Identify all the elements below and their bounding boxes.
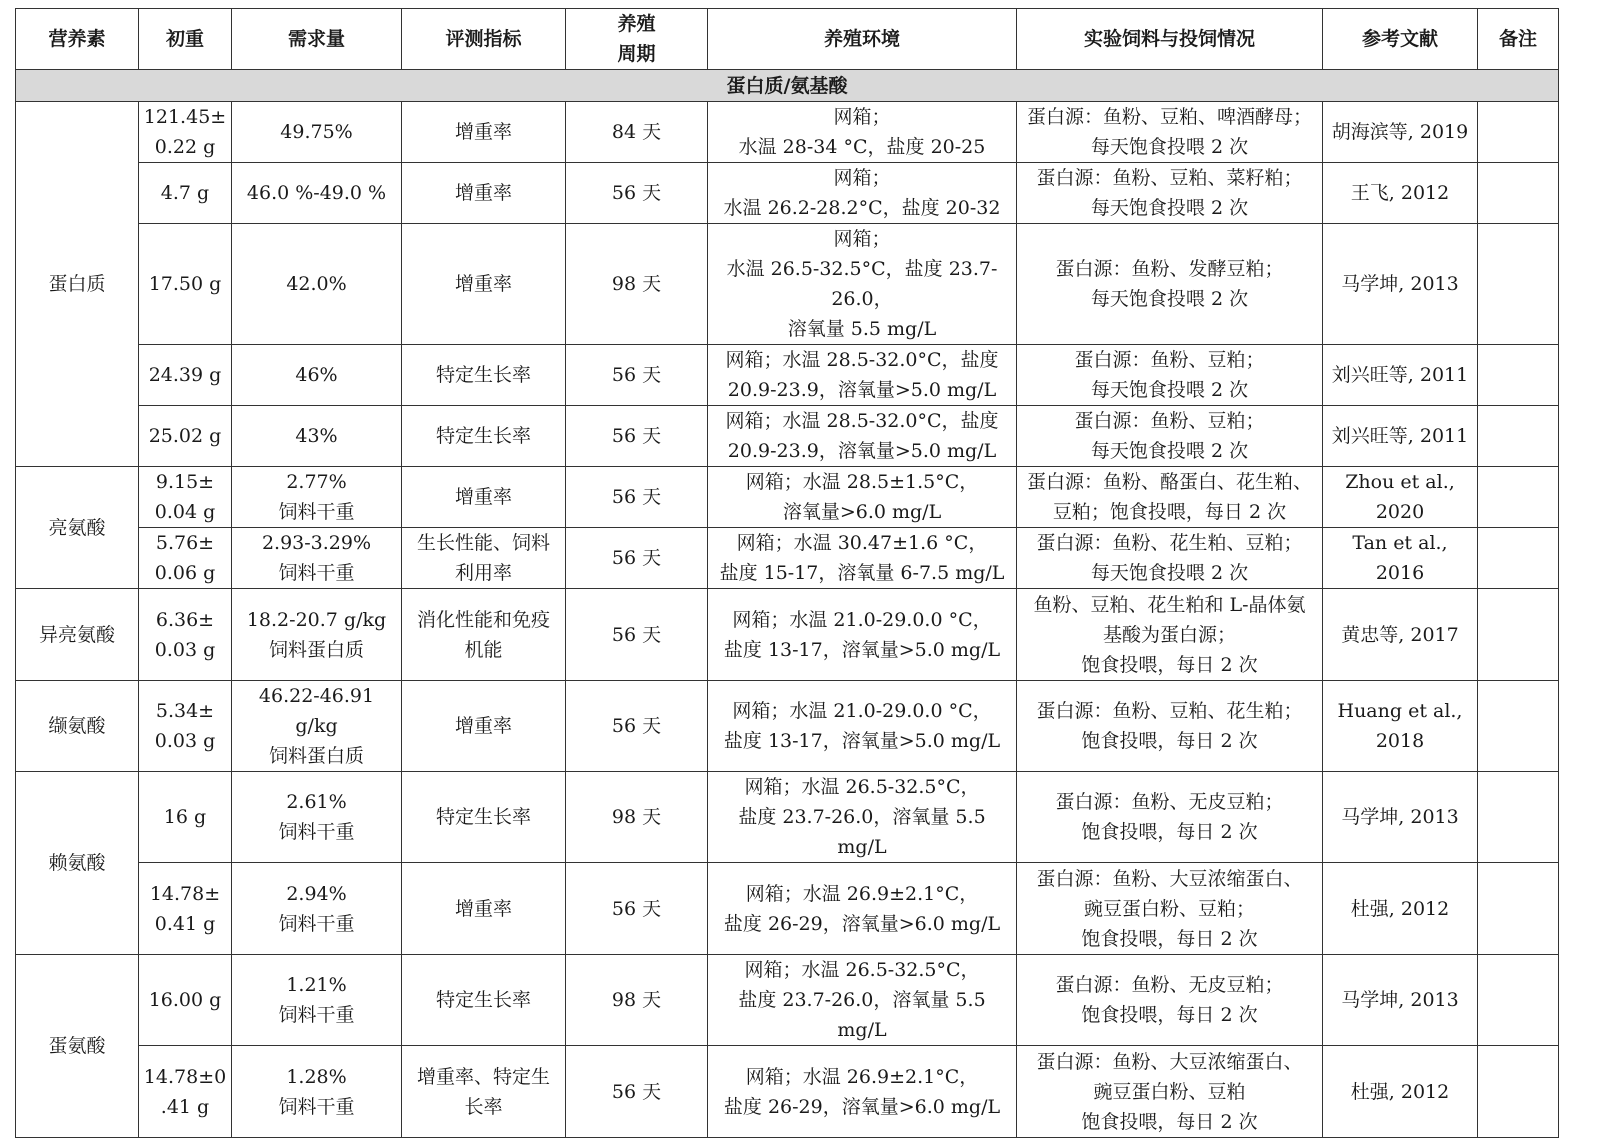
section-row bbox=[16, 70, 1559, 102]
initial-weight-cell-text: 5.76± 0.06 g bbox=[154, 532, 216, 584]
feed-cell-text: 蛋白源：鱼粉、花生粕、豆粕； 每天饱食投喂 2 次 bbox=[1036, 532, 1303, 584]
requirement-cell bbox=[232, 345, 402, 406]
initial-weight-cell-text: 4.7 g bbox=[160, 182, 210, 204]
environment-cell-text: 网箱；水温 26.5-32.5°C， 盐度 23.7-26.0，溶氧量 5.5 mg/L bbox=[738, 959, 986, 1041]
initial-weight-cell bbox=[139, 955, 232, 1046]
feed-cell-text: 蛋白源：鱼粉、大豆浓缩蛋白、 豌豆蛋白粉、豆粕 饱食投喂，每日 2 次 bbox=[1036, 1050, 1303, 1133]
indicator-cell-text: 增重率 bbox=[454, 121, 512, 143]
note-cell bbox=[1478, 102, 1559, 163]
environment-cell bbox=[708, 102, 1017, 163]
reference-cell bbox=[1323, 772, 1478, 863]
table-row bbox=[16, 589, 1559, 681]
requirement-cell-text: 46% bbox=[295, 364, 338, 386]
reference-cell-text: 胡海滨等, 2019 bbox=[1331, 121, 1469, 143]
indicator-cell bbox=[402, 955, 566, 1046]
environment-cell bbox=[708, 528, 1017, 589]
reference-cell bbox=[1323, 224, 1478, 345]
table-row bbox=[16, 163, 1559, 224]
reference-cell-text: 刘兴旺等, 2011 bbox=[1331, 425, 1469, 447]
header-environment: 养殖环境 bbox=[708, 9, 1017, 70]
nutrient-requirement-table bbox=[15, 8, 1559, 1138]
period-cell-text: 56 天 bbox=[611, 364, 662, 386]
environment-cell bbox=[708, 163, 1017, 224]
period-cell bbox=[566, 102, 708, 163]
feed-cell bbox=[1017, 955, 1323, 1046]
indicator-cell bbox=[402, 102, 566, 163]
requirement-cell-text: 18.2-20.7 g/kg 饲料蛋白质 bbox=[246, 608, 387, 661]
initial-weight-cell-text: 17.50 g bbox=[148, 273, 222, 295]
indicator-cell bbox=[402, 163, 566, 224]
table-row bbox=[16, 955, 1559, 1046]
header-initial-weight: 初重 bbox=[139, 9, 232, 70]
period-cell bbox=[566, 345, 708, 406]
requirement-cell-text: 42.0% bbox=[286, 273, 347, 295]
header-note: 备注 bbox=[1478, 9, 1559, 70]
reference-cell-text: 马学坤, 2013 bbox=[1341, 989, 1459, 1011]
requirement-cell-text: 2.61% 饲料干重 bbox=[278, 791, 355, 843]
feed-cell-text: 蛋白源：鱼粉、豆粕、菜籽粕； 每天饱食投喂 2 次 bbox=[1036, 167, 1303, 219]
reference-cell-text: Zhou et al., 2020 bbox=[1345, 471, 1455, 523]
note-cell bbox=[1478, 406, 1559, 467]
feed-cell bbox=[1017, 681, 1323, 772]
indicator-cell bbox=[402, 467, 566, 528]
feed-cell-text: 蛋白源：鱼粉、豆粕； 每天饱食投喂 2 次 bbox=[1074, 349, 1265, 401]
indicator-cell-text: 消化性能和免疫 机能 bbox=[416, 608, 550, 661]
initial-weight-cell bbox=[139, 772, 232, 863]
period-cell-text: 56 天 bbox=[611, 425, 662, 447]
feed-cell bbox=[1017, 102, 1323, 163]
feed-cell bbox=[1017, 1046, 1323, 1138]
indicator-cell-text: 增重率 bbox=[454, 182, 512, 204]
period-cell bbox=[566, 528, 708, 589]
environment-cell-text: 网箱；水温 26.9±2.1°C， 盐度 26-29，溶氧量>6.0 mg/L bbox=[723, 882, 1001, 935]
environment-cell bbox=[708, 1046, 1017, 1138]
reference-cell-text: 杜强, 2012 bbox=[1350, 897, 1450, 920]
period-cell bbox=[566, 224, 708, 345]
reference-cell-text: 马学坤, 2013 bbox=[1341, 273, 1459, 295]
feed-cell bbox=[1017, 406, 1323, 467]
requirement-cell-text: 49.75% bbox=[280, 121, 353, 143]
nutrient-label: 亮氨酸 bbox=[48, 516, 106, 539]
nutrient-cell bbox=[16, 681, 139, 772]
environment-cell-text: 网箱；水温 28.5-32.0°C，盐度 20.9-23.9，溶氧量>5.0 mg/L bbox=[725, 410, 999, 462]
environment-cell bbox=[708, 589, 1017, 681]
reference-cell bbox=[1323, 102, 1478, 163]
indicator-cell-text: 增重率 bbox=[454, 715, 512, 737]
reference-cell-text: 杜强, 2012 bbox=[1350, 1080, 1450, 1103]
note-cell bbox=[1478, 681, 1559, 772]
feed-cell-text: 蛋白源：鱼粉、豆粕； 每天饱食投喂 2 次 bbox=[1074, 410, 1265, 462]
environment-cell bbox=[708, 681, 1017, 772]
initial-weight-cell-text: 6.36± 0.03 g bbox=[154, 608, 216, 661]
period-cell-text: 98 天 bbox=[611, 989, 662, 1011]
initial-weight-cell bbox=[139, 528, 232, 589]
indicator-cell-text: 特定生长率 bbox=[435, 364, 531, 386]
note-cell bbox=[1478, 772, 1559, 863]
period-cell-text: 56 天 bbox=[611, 897, 662, 920]
period-cell-text: 56 天 bbox=[611, 1080, 662, 1103]
requirement-cell-text: 2.77% 饲料干重 bbox=[278, 471, 355, 523]
initial-weight-cell-text: 9.15± 0.04 g bbox=[154, 471, 216, 523]
environment-cell-text: 网箱；水温 21.0-29.0.0 °C， 盐度 13-17，溶氧量>5.0 mg/L bbox=[723, 700, 1001, 752]
reference-cell bbox=[1323, 528, 1478, 589]
table-row bbox=[16, 345, 1559, 406]
reference-cell-text: 刘兴旺等, 2011 bbox=[1331, 364, 1469, 386]
note-cell bbox=[1478, 528, 1559, 589]
indicator-cell bbox=[402, 345, 566, 406]
requirement-cell-text: 1.21% 饲料干重 bbox=[278, 974, 355, 1026]
feed-cell-text: 蛋白源：鱼粉、豆粕、啤酒酵母； 每天饱食投喂 2 次 bbox=[1026, 106, 1312, 158]
environment-cell-text: 网箱；水温 28.5±1.5°C， 溶氧量>6.0 mg/L bbox=[745, 471, 979, 523]
requirement-cell bbox=[232, 955, 402, 1046]
reference-cell bbox=[1323, 345, 1478, 406]
initial-weight-cell-text: 16.00 g bbox=[148, 989, 222, 1011]
initial-weight-cell-text: 25.02 g bbox=[148, 425, 222, 447]
indicator-cell bbox=[402, 772, 566, 863]
feed-cell bbox=[1017, 345, 1323, 406]
header-indicator: 评测指标 bbox=[402, 9, 566, 70]
requirement-cell bbox=[232, 224, 402, 345]
period-cell-text: 56 天 bbox=[611, 547, 662, 569]
indicator-cell-text: 特定生长率 bbox=[435, 989, 531, 1011]
initial-weight-cell bbox=[139, 345, 232, 406]
initial-weight-cell-text: 24.39 g bbox=[148, 364, 222, 386]
feed-cell bbox=[1017, 772, 1323, 863]
environment-cell-text: 网箱；水温 21.0-29.0.0 °C， 盐度 13-17，溶氧量>5.0 mg/L bbox=[723, 608, 1001, 661]
requirement-cell-text: 2.94% 饲料干重 bbox=[278, 882, 355, 935]
note-cell bbox=[1478, 467, 1559, 528]
reference-cell bbox=[1323, 163, 1478, 224]
indicator-cell bbox=[402, 589, 566, 681]
period-cell-text: 84 天 bbox=[611, 121, 662, 143]
reference-cell bbox=[1323, 467, 1478, 528]
environment-cell-text: 网箱；水温 28.5-32.0°C，盐度 20.9-23.9，溶氧量>5.0 mg/L bbox=[725, 349, 999, 401]
period-cell-text: 56 天 bbox=[611, 623, 662, 646]
feed-cell-text: 蛋白源：鱼粉、发酵豆粕； 每天饱食投喂 2 次 bbox=[1055, 258, 1284, 310]
environment-cell-text: 网箱； 水温 26.5-32.5°C，盐度 23.7-26.0， 溶氧量 5.5 mg/L bbox=[726, 228, 998, 340]
nutrient-label: 蛋氨酸 bbox=[48, 1035, 106, 1057]
note-cell bbox=[1478, 345, 1559, 406]
note-cell bbox=[1478, 163, 1559, 224]
environment-cell bbox=[708, 345, 1017, 406]
feed-cell-text: 蛋白源：鱼粉、酪蛋白、花生粕、 豆粕；饱食投喂，每日 2 次 bbox=[1026, 471, 1312, 523]
nutrient-label: 赖氨酸 bbox=[48, 852, 106, 874]
reference-cell bbox=[1323, 1046, 1478, 1138]
initial-weight-cell bbox=[139, 1046, 232, 1138]
initial-weight-cell bbox=[139, 224, 232, 345]
table-body bbox=[16, 70, 1559, 1138]
requirement-cell bbox=[232, 681, 402, 772]
initial-weight-cell-text: 14.78±0 .41 g bbox=[143, 1065, 227, 1118]
initial-weight-cell bbox=[139, 681, 232, 772]
requirement-cell-text: 1.28% 饲料干重 bbox=[278, 1065, 355, 1118]
reference-cell bbox=[1323, 589, 1478, 681]
table-row bbox=[16, 102, 1559, 163]
environment-cell-text: 网箱； 水温 26.2-28.2°C，盐度 20-32 bbox=[723, 167, 1001, 219]
table-row bbox=[16, 863, 1559, 955]
environment-cell bbox=[708, 772, 1017, 863]
feed-cell bbox=[1017, 467, 1323, 528]
requirement-cell-text: 46.22-46.91 g/kg 饲料蛋白质 bbox=[258, 685, 375, 767]
initial-weight-cell-text: 14.78± 0.41 g bbox=[149, 882, 221, 935]
reference-cell bbox=[1323, 406, 1478, 467]
reference-cell-text: Tan et al., 2016 bbox=[1352, 532, 1448, 584]
period-cell-text: 56 天 bbox=[611, 715, 662, 737]
nutrient-label: 缬氨酸 bbox=[48, 715, 106, 737]
indicator-cell-text: 增重率 bbox=[454, 897, 512, 920]
environment-cell-text: 网箱；水温 26.9±2.1°C， 盐度 26-29，溶氧量>6.0 mg/L bbox=[723, 1065, 1001, 1118]
environment-cell bbox=[708, 224, 1017, 345]
indicator-cell bbox=[402, 528, 566, 589]
header-requirement: 需求量 bbox=[232, 9, 402, 70]
requirement-cell-text: 2.93-3.29% 饲料干重 bbox=[261, 532, 372, 584]
reference-cell-text: 马学坤, 2013 bbox=[1341, 806, 1459, 828]
note-cell bbox=[1478, 955, 1559, 1046]
header-period: 养殖 周期 bbox=[566, 9, 708, 70]
table-row bbox=[16, 528, 1559, 589]
environment-cell bbox=[708, 955, 1017, 1046]
indicator-cell bbox=[402, 1046, 566, 1138]
period-cell bbox=[566, 406, 708, 467]
note-cell bbox=[1478, 1046, 1559, 1138]
feed-cell bbox=[1017, 528, 1323, 589]
nutrient-cell bbox=[16, 772, 139, 955]
note-cell bbox=[1478, 224, 1559, 345]
reference-cell bbox=[1323, 681, 1478, 772]
requirement-cell bbox=[232, 163, 402, 224]
indicator-cell-text: 增重率、特定生 长率 bbox=[416, 1065, 550, 1118]
requirement-cell bbox=[232, 467, 402, 528]
nutrient-cell bbox=[16, 102, 139, 467]
period-cell-text: 56 天 bbox=[611, 486, 662, 508]
feed-cell bbox=[1017, 224, 1323, 345]
table-row bbox=[16, 467, 1559, 528]
initial-weight-cell-text: 121.45± 0.22 g bbox=[143, 106, 227, 158]
requirement-cell-text: 43% bbox=[295, 425, 338, 447]
initial-weight-cell bbox=[139, 102, 232, 163]
reference-cell bbox=[1323, 955, 1478, 1046]
indicator-cell-text: 生长性能、饲料 利用率 bbox=[416, 532, 550, 584]
nutrient-cell bbox=[16, 955, 139, 1138]
header-row bbox=[16, 9, 1559, 70]
nutrient-cell bbox=[16, 589, 139, 681]
feed-cell-text: 鱼粉、豆粕、花生粕和 L-晶体氨 基酸为蛋白源； 饱食投喂，每日 2 次 bbox=[1033, 593, 1306, 676]
period-cell bbox=[566, 467, 708, 528]
initial-weight-cell bbox=[139, 863, 232, 955]
header-feed: 实验饲料与投饲情况 bbox=[1017, 9, 1323, 70]
period-cell bbox=[566, 163, 708, 224]
note-cell bbox=[1478, 589, 1559, 681]
requirement-cell bbox=[232, 102, 402, 163]
period-cell-text: 98 天 bbox=[611, 806, 662, 828]
indicator-cell bbox=[402, 681, 566, 772]
requirement-cell bbox=[232, 1046, 402, 1138]
period-cell bbox=[566, 955, 708, 1046]
indicator-cell-text: 特定生长率 bbox=[435, 806, 531, 828]
indicator-cell-text: 增重率 bbox=[454, 273, 512, 295]
period-cell bbox=[566, 589, 708, 681]
period-cell bbox=[566, 1046, 708, 1138]
initial-weight-cell bbox=[139, 467, 232, 528]
feed-cell-text: 蛋白源：鱼粉、无皮豆粕； 饱食投喂，每日 2 次 bbox=[1055, 791, 1284, 843]
table-row bbox=[16, 224, 1559, 345]
period-cell-text: 98 天 bbox=[611, 273, 662, 295]
environment-cell bbox=[708, 467, 1017, 528]
header-reference: 参考文献 bbox=[1323, 9, 1478, 70]
requirement-cell bbox=[232, 589, 402, 681]
reference-cell-text: 王飞, 2012 bbox=[1350, 182, 1450, 204]
feed-cell bbox=[1017, 589, 1323, 681]
indicator-cell bbox=[402, 406, 566, 467]
nutrient-label: 蛋白质 bbox=[48, 273, 106, 295]
feed-cell bbox=[1017, 163, 1323, 224]
reference-cell bbox=[1323, 863, 1478, 955]
requirement-cell bbox=[232, 772, 402, 863]
initial-weight-cell bbox=[139, 163, 232, 224]
environment-cell bbox=[708, 863, 1017, 955]
section-title: 蛋白质/氨基酸 bbox=[16, 70, 1559, 102]
requirement-cell-text: 46.0 %-49.0 % bbox=[246, 182, 387, 204]
requirement-cell bbox=[232, 863, 402, 955]
period-cell bbox=[566, 681, 708, 772]
indicator-cell-text: 增重率 bbox=[454, 486, 512, 508]
environment-cell-text: 网箱；水温 30.47±1.6 °C， 盐度 15-17，溶氧量 6-7.5 mg/L bbox=[719, 532, 1005, 584]
requirement-cell bbox=[232, 406, 402, 467]
period-cell bbox=[566, 772, 708, 863]
header-nutrient: 营养素 bbox=[16, 9, 139, 70]
environment-cell bbox=[708, 406, 1017, 467]
reference-cell-text: Huang et al., 2018 bbox=[1337, 700, 1463, 752]
feed-cell-text: 蛋白源：鱼粉、豆粕、花生粕； 饱食投喂，每日 2 次 bbox=[1036, 700, 1303, 752]
period-cell-text: 56 天 bbox=[611, 182, 662, 204]
indicator-cell-text: 特定生长率 bbox=[435, 425, 531, 447]
environment-cell-text: 网箱； 水温 28-34 °C，盐度 20-25 bbox=[738, 106, 986, 158]
indicator-cell bbox=[402, 863, 566, 955]
table-row bbox=[16, 1046, 1559, 1138]
feed-cell bbox=[1017, 863, 1323, 955]
feed-cell-text: 蛋白源：鱼粉、大豆浓缩蛋白、 豌豆蛋白粉、豆粕； 饱食投喂，每日 2 次 bbox=[1036, 867, 1303, 950]
note-cell bbox=[1478, 863, 1559, 955]
table-row bbox=[16, 681, 1559, 772]
initial-weight-cell bbox=[139, 589, 232, 681]
table-row bbox=[16, 772, 1559, 863]
feed-cell-text: 蛋白源：鱼粉、无皮豆粕； 饱食投喂，每日 2 次 bbox=[1055, 974, 1284, 1026]
nutrient-label: 异亮氨酸 bbox=[38, 623, 115, 646]
period-cell bbox=[566, 863, 708, 955]
indicator-cell bbox=[402, 224, 566, 345]
reference-cell-text: 黄忠等, 2017 bbox=[1341, 623, 1459, 646]
nutrient-cell bbox=[16, 467, 139, 589]
requirement-cell bbox=[232, 528, 402, 589]
initial-weight-cell bbox=[139, 406, 232, 467]
initial-weight-cell-text: 5.34± 0.03 g bbox=[154, 700, 216, 752]
environment-cell-text: 网箱；水温 26.5-32.5°C， 盐度 23.7-26.0，溶氧量 5.5 mg/L bbox=[738, 776, 986, 858]
initial-weight-cell-text: 16 g bbox=[163, 806, 207, 828]
table-row bbox=[16, 406, 1559, 467]
